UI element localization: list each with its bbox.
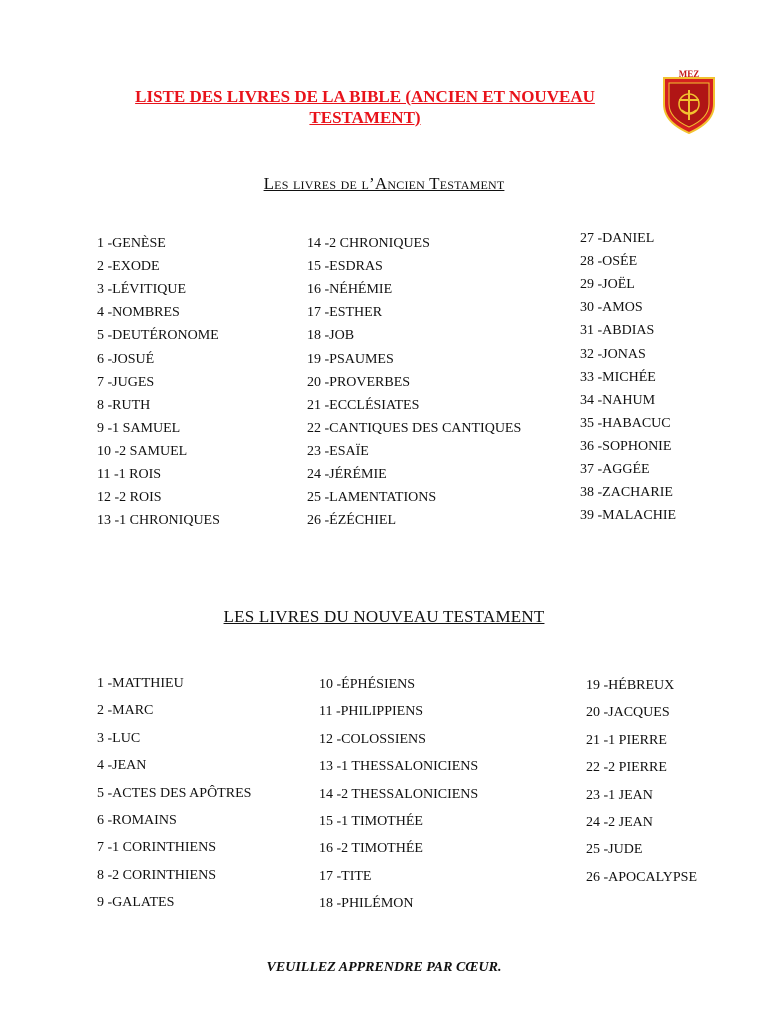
book-item: 8 -2 CORINTHIENS <box>97 867 216 883</box>
book-item: 33 -MICHÉE <box>580 369 656 385</box>
book-item: 26 -APOCALYPSE <box>586 869 698 885</box>
book-item: 23 -1 JEAN <box>586 787 653 803</box>
book-item: 7 -1 CORINTHIENS <box>97 840 216 856</box>
book-item: 9 -GALATES <box>97 895 175 911</box>
book-item: 24 -JÉRÉMIE <box>307 467 387 482</box>
book-item: 11 -PHILIPPIENS <box>319 704 424 720</box>
book-item: 8 -RUTH <box>97 397 151 413</box>
book-item: 6 -JOSUÉ <box>97 351 155 367</box>
book-item: 37 -AGGÉE <box>580 462 650 477</box>
logo-text: MEZ <box>678 70 700 79</box>
book-item: 16 -2 TIMOTHÉE <box>319 841 423 857</box>
book-item: 1 -GENÈSE <box>97 236 166 251</box>
book-item: 16 -NÉHÉMIE <box>307 282 393 298</box>
book-item: 6 -ROMAINS <box>97 813 177 828</box>
book-item: 1 -MATTHIEU <box>97 676 184 691</box>
book-item: 20 -PROVERBES <box>307 374 411 390</box>
book-item: 10 -2 SAMUEL <box>97 443 188 459</box>
book-item: 3 -LÉVITIQUE <box>97 282 187 298</box>
book-item: 22 -CANTIQUES DES CANTIQUES <box>307 420 522 436</box>
book-item: 24 -2 JEAN <box>586 815 653 830</box>
book-item: 17 -TITE <box>319 868 372 884</box>
book-item: 2 -MARC <box>97 703 154 719</box>
book-item: 28 -OSÉE <box>580 254 638 270</box>
book-item: 18 -JOB <box>307 328 355 344</box>
book-item: 30 -AMOS <box>580 300 643 316</box>
book-item: 25 -JUDE <box>586 842 643 858</box>
book-item: 4 -JEAN <box>97 758 147 774</box>
shield-logo-icon <box>660 70 718 134</box>
book-item: 21 -1 PIERRE <box>586 732 667 748</box>
book-item: 25 -LAMENTATIONS <box>307 490 437 506</box>
footer-instruction: VEUILLEZ APPRENDRE PAR CŒUR. <box>266 960 502 975</box>
book-item: 22 -2 PIERRE <box>586 760 667 776</box>
book-item: 31 -ABDIAS <box>580 323 655 339</box>
book-item: 2 -EXODE <box>97 259 160 275</box>
book-item: 34 -NAHUM <box>580 392 656 408</box>
new-testament-heading: LES LIVRES DU NOUVEAU TESTAMENT <box>223 607 545 626</box>
book-item: 39 -MALACHIE <box>580 508 677 524</box>
old-testament-heading: Les livres de l’Ancien Testament <box>263 174 505 193</box>
book-item: 15 -ESDRAS <box>307 259 383 275</box>
book-item: 13 -1 CHRONIQUES <box>97 513 220 529</box>
document-title: LISTE DES LIVRES DE LA BIBLE (ANCIEN ET NOUVEAU TESTAMENT) <box>135 87 595 127</box>
book-item: 12 -COLOSSIENS <box>319 731 426 747</box>
book-item: 20 -JACQUES <box>586 705 670 721</box>
book-item: 29 -JOËL <box>580 277 635 293</box>
book-item: 5 -DEUTÉRONOME <box>97 328 219 344</box>
book-item: 23 -ESAÏE <box>307 443 369 459</box>
book-item: 32 -JONAS <box>580 346 646 362</box>
book-item: 21 -ECCLÉSIATES <box>307 397 420 413</box>
book-item: 36 -SOPHONIE <box>580 438 672 454</box>
book-item: 26 -ÉZÉCHIEL <box>307 513 397 529</box>
book-item: 38 -ZACHARIE <box>580 485 673 501</box>
book-item: 9 -1 SAMUEL <box>97 420 181 436</box>
book-item: 3 -LUC <box>97 730 141 746</box>
book-item: 27 -DANIEL <box>580 231 655 246</box>
book-item: 19 -PSAUMES <box>307 351 394 367</box>
book-item: 12 -2 ROIS <box>97 490 162 506</box>
book-item: 19 -HÉBREUX <box>586 678 675 693</box>
book-item: 14 -2 CHRONIQUES <box>307 236 430 251</box>
book-item: 11 -1 ROIS <box>97 467 162 482</box>
book-item: 7 -JUGES <box>97 374 155 390</box>
book-item: 14 -2 THESSALONICIENS <box>319 786 479 802</box>
book-item: 10 -ÉPHÉSIENS <box>319 677 416 692</box>
book-item: 13 -1 THESSALONICIENS <box>319 759 479 775</box>
book-item: 15 -1 TIMOTHÉE <box>319 814 423 829</box>
book-item: 5 -ACTES DES APÔTRES <box>97 785 252 801</box>
book-item: 18 -PHILÉMON <box>319 896 414 912</box>
book-item: 4 -NOMBRES <box>97 305 180 321</box>
book-item: 35 -HABACUC <box>580 415 671 431</box>
book-item: 17 -ESTHER <box>307 305 383 321</box>
